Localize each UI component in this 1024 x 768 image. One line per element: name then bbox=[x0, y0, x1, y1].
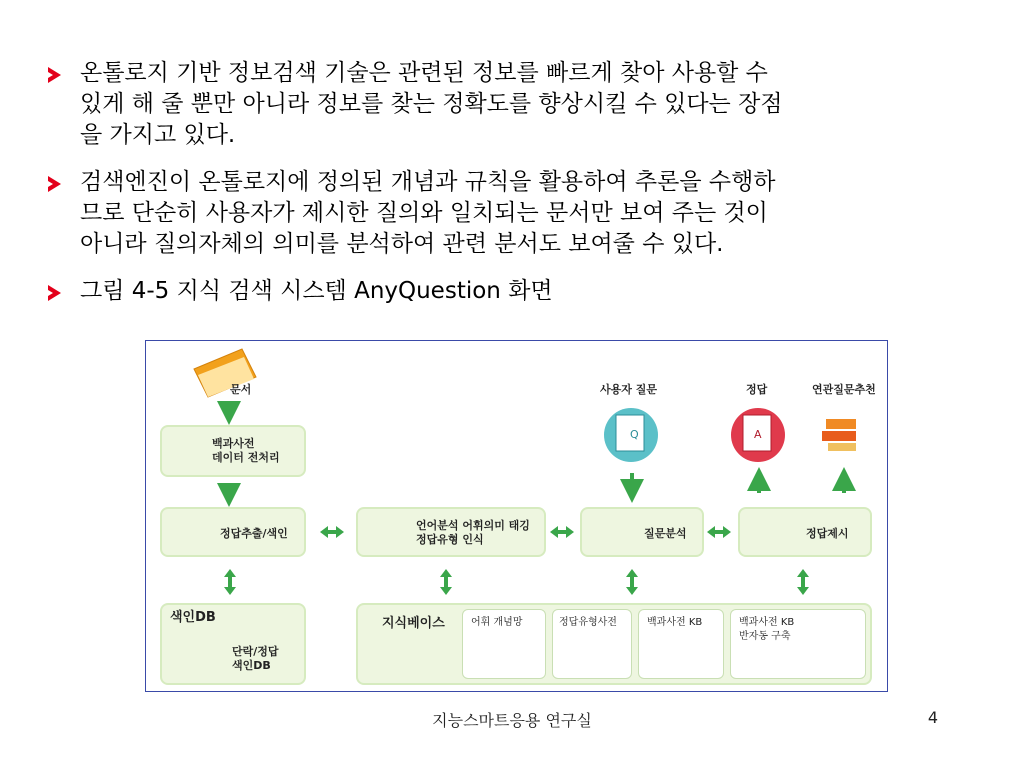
kb-item-label: 어휘 개념망 bbox=[471, 617, 523, 628]
bullet-line: 그림 4-5 지식 검색 시스템 AnyQuestion 화면 bbox=[80, 278, 553, 304]
bullet-item bbox=[48, 58, 978, 151]
knowledge-base-box bbox=[356, 603, 872, 685]
kb-item bbox=[638, 609, 724, 679]
svg-text:Q: Q bbox=[630, 428, 639, 441]
preprocess-label: 백과사전 bbox=[212, 437, 255, 450]
language-analysis-label: 언어분석 어휘의미 태깅 bbox=[416, 519, 530, 532]
svg-text:A: A bbox=[754, 428, 762, 441]
bullet-arrow-icon bbox=[48, 285, 61, 301]
bullet-line: 므로 단순히 사용자가 제시한 질의와 일치되는 문서만 보여 주는 것이 bbox=[80, 200, 768, 226]
index-db-label: 색인DB bbox=[170, 610, 216, 625]
bullet-arrow-icon bbox=[48, 67, 61, 83]
user-question-label: 사용자 질문 bbox=[600, 383, 657, 396]
preprocess-box bbox=[160, 425, 306, 477]
anyquestion-system-diagram bbox=[145, 340, 888, 692]
kb-item-label: 백과사전 KB bbox=[647, 617, 703, 628]
query-analysis-box bbox=[580, 507, 704, 557]
books-icon bbox=[822, 419, 856, 451]
language-analysis-label: 정답유형 인식 bbox=[416, 533, 484, 546]
kb-item bbox=[462, 609, 546, 679]
answer-label: 정답 bbox=[746, 383, 768, 396]
bullet-arrow-icon bbox=[48, 176, 61, 192]
answer-present-box bbox=[738, 507, 872, 557]
language-analysis-box bbox=[356, 507, 546, 557]
kb-item-label: 백과사전 KB 반자동 구축 bbox=[739, 617, 795, 642]
index-db-box bbox=[160, 603, 306, 685]
kb-item bbox=[730, 609, 866, 679]
bullet-line: 온톨로지 기반 정보검색 기술은 관련된 정보를 빠르게 찾아 사용할 수 bbox=[80, 60, 768, 86]
footer-lab-name: 지능스마트응용 연구실 bbox=[432, 711, 592, 730]
index-db-sub-label: 색인DB bbox=[232, 659, 271, 672]
bullet-line: 검색엔진이 온톨로지에 정의된 개념과 규칙을 활용하여 추론을 수행하 bbox=[80, 169, 776, 195]
bullet-item bbox=[48, 167, 978, 260]
bullet-line: 아니라 질의자체의 의미를 분석하여 관련 분서도 보여줄 수 있다. bbox=[80, 231, 724, 257]
bullet-item bbox=[48, 276, 978, 307]
bullet-line: 을 가지고 있다. bbox=[80, 122, 236, 148]
question-book-icon bbox=[604, 408, 658, 462]
related-question-label: 연관질문추천 bbox=[812, 383, 876, 396]
knowledge-base-label: 지식베이스 bbox=[382, 616, 445, 631]
page-number: 4 bbox=[927, 708, 938, 727]
preprocess-label: 데이터 전처리 bbox=[212, 451, 280, 464]
bullet-list bbox=[48, 58, 978, 323]
bullet-line: 있게 해 줄 뿐만 아니라 정보를 찾는 정확도를 향상시킬 수 있다는 장점 bbox=[80, 91, 783, 117]
query-analysis-label: 질문분석 bbox=[644, 527, 687, 540]
kb-item-label: 정답유형사전 bbox=[559, 617, 617, 628]
double-arrow-icon bbox=[224, 569, 809, 595]
answer-extract-label: 정답추출/색인 bbox=[220, 527, 288, 540]
answer-extract-box bbox=[160, 507, 306, 557]
index-db-sub-label: 단락/정답 bbox=[232, 645, 279, 658]
answer-book-icon bbox=[731, 408, 785, 462]
document-label: 문서 bbox=[230, 383, 252, 396]
answer-present-label: 정답제시 bbox=[806, 527, 849, 540]
kb-item bbox=[552, 609, 632, 679]
